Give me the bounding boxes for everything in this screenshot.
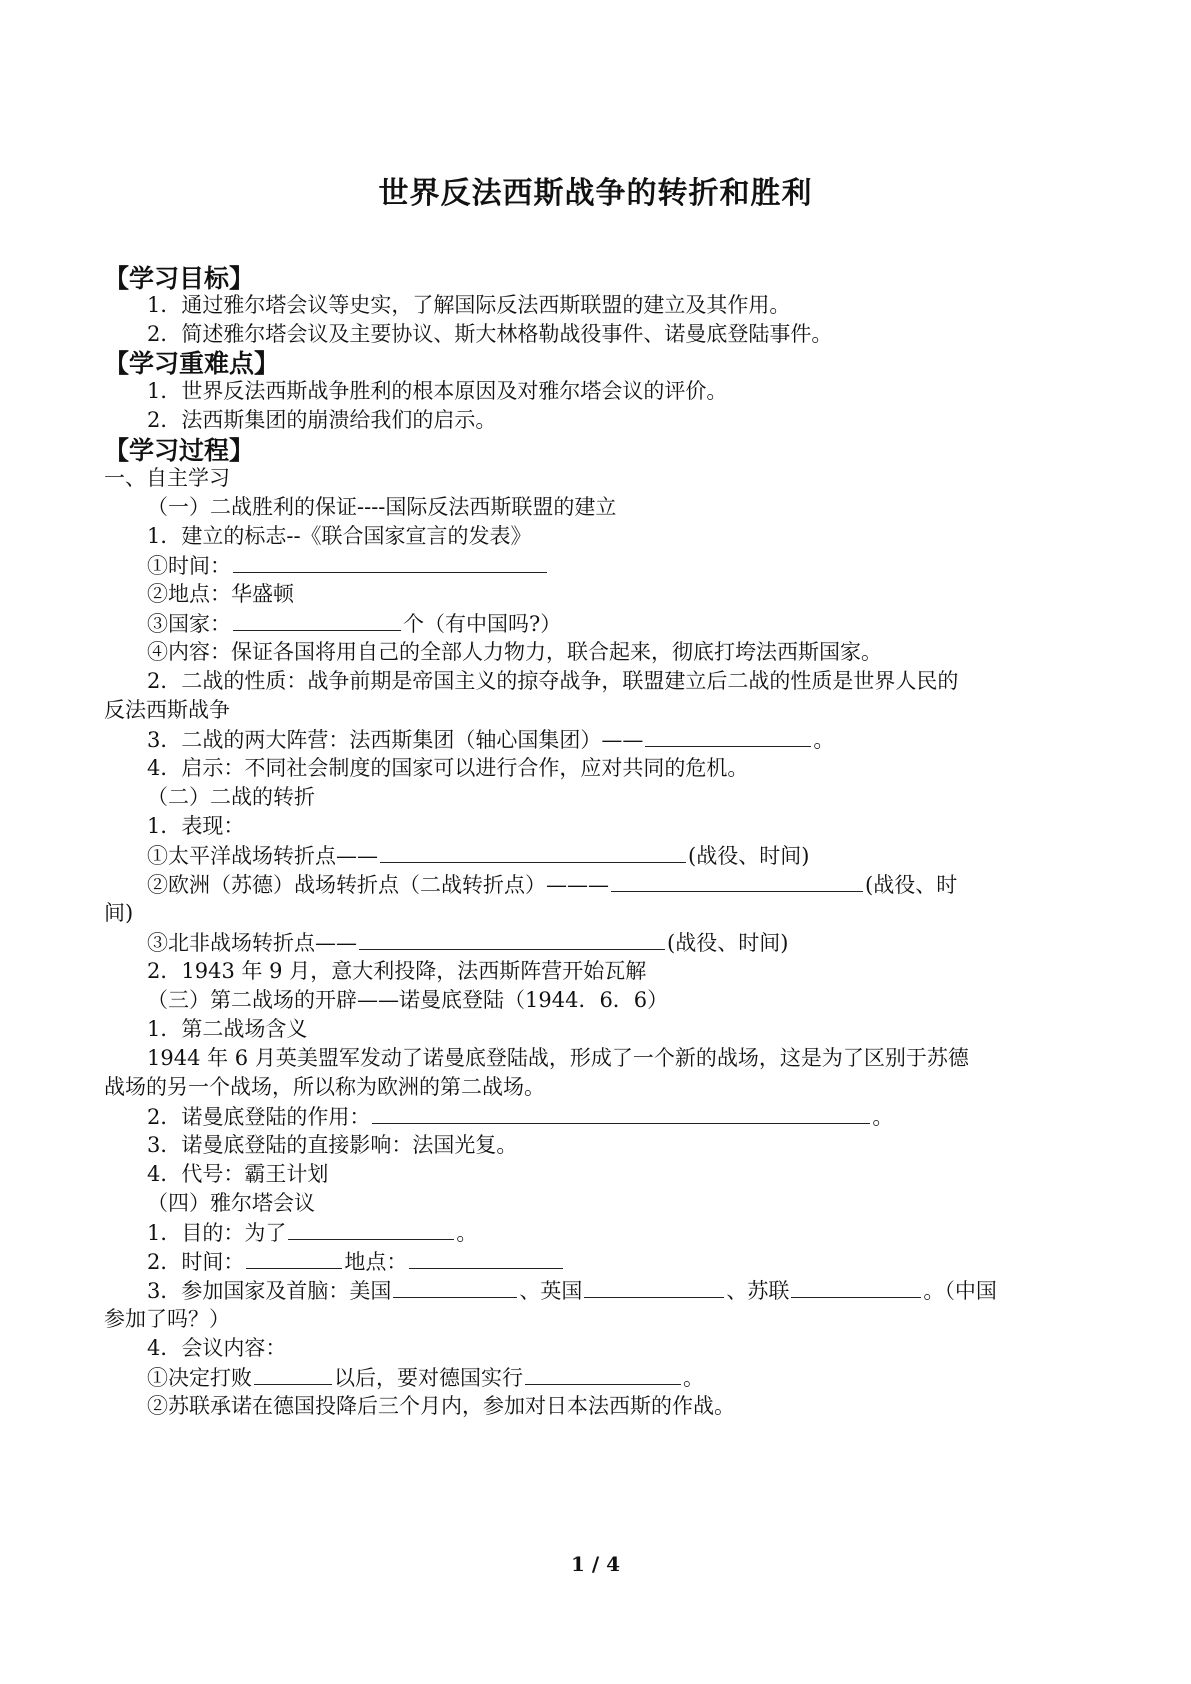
- text-line: 1．表现：: [147, 814, 245, 838]
- text-fragment: 以后，要对德国实行: [334, 1366, 523, 1390]
- answer-blank[interactable]: [611, 869, 863, 892]
- text-line: 4．代号：霸王计划: [147, 1162, 329, 1186]
- section-heading-goals: 【学习目标】: [104, 264, 255, 293]
- text-line: 间): [104, 901, 134, 925]
- answer-blank[interactable]: [380, 840, 686, 863]
- text-fragment: 。: [683, 1366, 704, 1390]
- subsection-title: （二）二战的转折: [147, 785, 315, 809]
- text-fragment: 个（有中国吗?）: [403, 612, 562, 636]
- page-title: 世界反法西斯战争的转折和胜利: [378, 176, 813, 211]
- text-line: 4．启示：不同社会制度的国家可以进行合作，应对共同的危机。: [147, 756, 749, 780]
- answer-blank[interactable]: [393, 1275, 517, 1298]
- text-fragment: 、英国: [519, 1279, 583, 1303]
- subsection-title: （一）二战胜利的保证----国际反法西斯联盟的建立: [147, 495, 617, 519]
- text-line: 4．会议内容：: [147, 1336, 287, 1360]
- answer-blank[interactable]: [233, 550, 547, 573]
- text-line: 1．建立的标志--《联合国家宣言的发表》: [147, 524, 532, 548]
- answer-blank[interactable]: [645, 724, 811, 747]
- answer-blank[interactable]: [525, 1362, 681, 1385]
- text-fragment: 。: [813, 728, 835, 752]
- text-fragment: (战役、时间): [688, 844, 810, 868]
- answer-blank[interactable]: [372, 1101, 870, 1124]
- text-fragment: 、苏联: [726, 1279, 790, 1303]
- fill-line-purpose: [147, 1217, 477, 1248]
- text-fragment: ①太平洋战场转折点——: [147, 844, 378, 868]
- answer-blank[interactable]: [233, 608, 401, 631]
- text-fragment: (战役、时间): [667, 931, 789, 955]
- answer-blank[interactable]: [409, 1246, 563, 1269]
- text-fragment: (战役、时: [865, 873, 958, 897]
- fill-line-africa: [147, 927, 788, 958]
- text-line: 反法西斯战争: [104, 698, 230, 722]
- answer-blank[interactable]: [584, 1275, 724, 1298]
- text-line: 2．1943 年 9 月，意大利投降，法西斯阵营开始瓦解: [147, 959, 647, 983]
- keypoint-item: 2．法西斯集团的崩溃给我们的启示。: [147, 408, 497, 432]
- section-heading-keypoints: 【学习重难点】: [104, 349, 280, 378]
- text-fragment: 。: [872, 1105, 894, 1129]
- text-line: 1944 年 6 月英美盟军发动了诺曼底登陆战，形成了一个新的战场，这是为了区别于苏德: [147, 1046, 969, 1070]
- text-fragment: ②欧洲（苏德）战场转折点（二战转折点）———: [147, 873, 609, 897]
- fill-line-country: [147, 608, 561, 639]
- text-fragment: 3．二战的两大阵营：法西斯集团（轴心国集团）——: [147, 728, 644, 752]
- text-line: 1．第二战场含义: [147, 1017, 308, 1041]
- text-line: 参加了吗？）: [104, 1307, 230, 1331]
- text-fragment: 。: [456, 1221, 478, 1245]
- text-fragment: ③国家：: [147, 612, 231, 636]
- fill-line-camps: [147, 724, 834, 755]
- keypoint-item: 1．世界反法西斯战争胜利的根本原因及对雅尔塔会议的评价。: [147, 379, 728, 403]
- text-fragment: ③北非战场转折点——: [147, 931, 357, 955]
- text-line: 3．诺曼底登陆的直接影响：法国光复。: [147, 1133, 518, 1157]
- fill-line-pacific: [147, 840, 809, 871]
- text-fragment: 地点：: [344, 1250, 408, 1274]
- text-fragment: 。（中国: [923, 1279, 997, 1303]
- goal-item: 1．通过雅尔塔会议等史实，了解国际反法西斯联盟的建立及其作用。: [147, 293, 791, 317]
- text-fragment: 3．参加国家及首脑：美国: [147, 1279, 392, 1303]
- page-number: 1 / 4: [570, 1552, 621, 1576]
- fill-line-participants: [147, 1275, 997, 1306]
- answer-blank[interactable]: [254, 1362, 332, 1385]
- subsection-title: （三）第二战场的开辟——诺曼底登陆（1944．6．6）: [147, 988, 669, 1012]
- text-fragment: 1．目的：为了: [147, 1221, 287, 1245]
- text-line: ②苏联承诺在德国投降后三个月内，参加对日本法西斯的作战。: [147, 1394, 735, 1418]
- text-line: 2．二战的性质：战争前期是帝国主义的掠夺战争，联盟建立后二战的性质是世界人民的: [147, 669, 959, 693]
- text-fragment: ①时间：: [147, 554, 231, 578]
- subsection-title: （四）雅尔塔会议: [147, 1191, 315, 1215]
- answer-blank[interactable]: [359, 927, 665, 950]
- goal-item: 2．简述雅尔塔会议及主要协议、斯大林格勒战役事件、诺曼底登陆事件。: [147, 322, 833, 346]
- fill-line-time-place: [147, 1246, 565, 1277]
- text-fragment: ①决定打败: [147, 1366, 252, 1390]
- fill-line-role: [147, 1101, 893, 1132]
- text-line: ②地点：华盛顿: [147, 582, 294, 606]
- fill-line-europe: [147, 869, 957, 900]
- fill-line-time: [147, 550, 549, 581]
- fill-line-decision: [147, 1362, 704, 1393]
- section-heading-process: 【学习过程】: [104, 436, 255, 465]
- text-fragment: 2．诺曼底登陆的作用：: [147, 1105, 371, 1129]
- text-line: 战场的另一个战场，所以称为欧洲的第二战场。: [104, 1075, 545, 1099]
- answer-blank[interactable]: [246, 1246, 342, 1269]
- part-title: 一、自主学习: [104, 466, 230, 490]
- text-fragment: 2．时间：: [147, 1250, 245, 1274]
- answer-blank[interactable]: [791, 1275, 921, 1298]
- text-line: ④内容：保证各国将用自己的全部人力物力，联合起来，彻底打垮法西斯国家。: [147, 640, 882, 664]
- answer-blank[interactable]: [288, 1217, 454, 1240]
